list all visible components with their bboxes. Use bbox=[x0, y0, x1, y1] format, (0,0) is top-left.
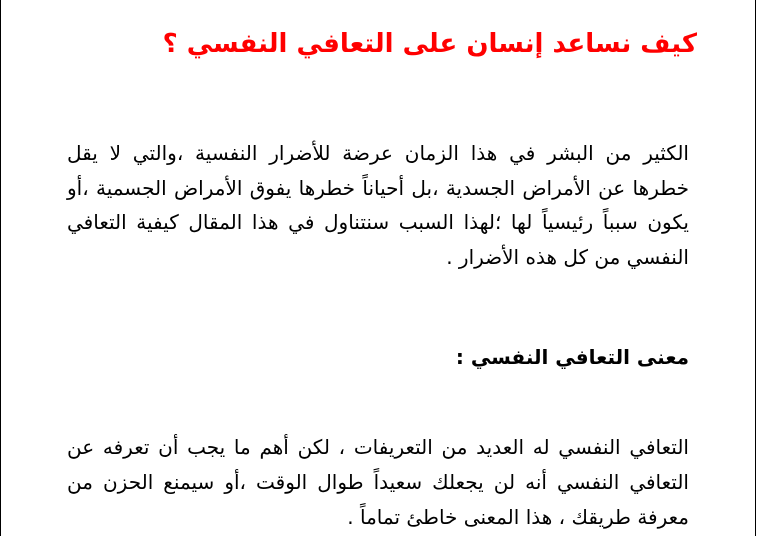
definition-paragraph: التعافي النفسي له العديد من التعريفات ، لكن أهم ما يجب أن تعرفه عن التعافي النفسي أنه لن يجعلك سعيداً طوال الوقت ،أو سيمنع الحزن من معرفة طريقك ، هذا المعنى خاطئ تماماً . bbox=[67, 435, 689, 529]
document-title: كيف نساعد إنسان على التعافي النفسي ؟ bbox=[162, 29, 697, 59]
intro-paragraph: الكثير من البشر في هذا الزمان عرضة للأضرار النفسية ،والتي لا يقل خطرها عن الأمراض الجسدية ،بل أحياناً خطرها يفوق الأمراض الجسمية ،أو يكون سبباً رئيسياً لها ؛لهذا السبب سنتناول في هذا المقال كيفية التعافي النفسي من كل هذه الأضرار . bbox=[67, 141, 689, 269]
section-heading: معنى التعافي النفسي : bbox=[455, 345, 689, 369]
